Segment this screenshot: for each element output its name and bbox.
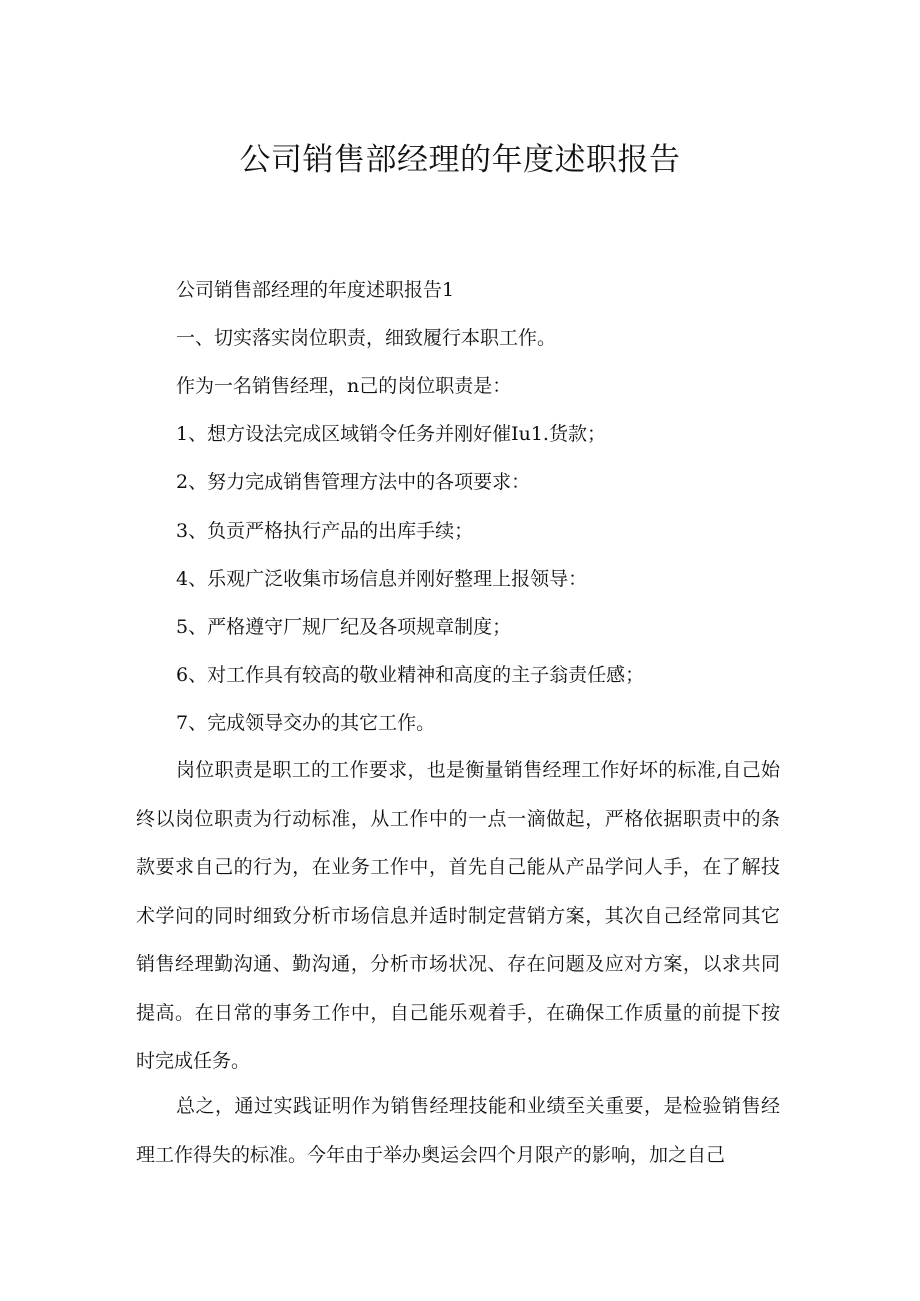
duty-item-5: 5、严格遵守厂规厂纪及各项规章制度； [176, 616, 512, 638]
body-paragraph: 岗位职责是职工的工作要求，也是衡量销售经理工作好坏的标准,自己始终以岗位职责为行动标准，从工作中的一点一滴做起，严格依据职责中的条款要求自己的行为，在业务工作中，首先自己能从产品学问人手，在了解技术学问的同时细致分析市场信息并适时制定营销方案，其次自己经常同其它销售经理勤沟通、勤沟通，分析市场状况、存在问题及应对方案，以求共同提高。在日常的事务工作中，自己能乐观着手，在确保工作质量的前提下按时完成任务。 [136, 759, 780, 1072]
duty-item-7: 7、完成领导交办的其它工作。 [176, 712, 436, 734]
duty-item-6: 6、对工作具有较高的敬业精神和高度的主子翁责任感； [176, 664, 645, 686]
body-paragraph: 总之，通过实践证明作为销售经理技能和业绩至关重要，是检验销售经理工作得失的标准。今年由于举办奥运会四个月限产的影响，加之自己 [136, 1095, 780, 1166]
report-subtitle: 公司销售部经理的年度述职报告1 [176, 279, 455, 301]
duty-item-2: 2、努力完成销售管理方法中的各项要求： [176, 471, 531, 493]
duty-item-3: 3、负贡严格执行产品的出库手续； [176, 520, 474, 542]
intro-line: 作为一名销售经理，n己的岗位职责是： [176, 375, 512, 397]
document-title: 公司销售部经理的年度述职报告 [239, 142, 681, 178]
section-heading: 一、切实落实岗位职责，细致履行本职工作。 [176, 327, 557, 349]
duty-item-1: 1、想方设法完成区域销令任务并刚好催Iu1.货款； [176, 423, 606, 445]
duty-item-4: 4、乐观广泛收集市场信息并刚好整理上报领导： [176, 568, 588, 590]
